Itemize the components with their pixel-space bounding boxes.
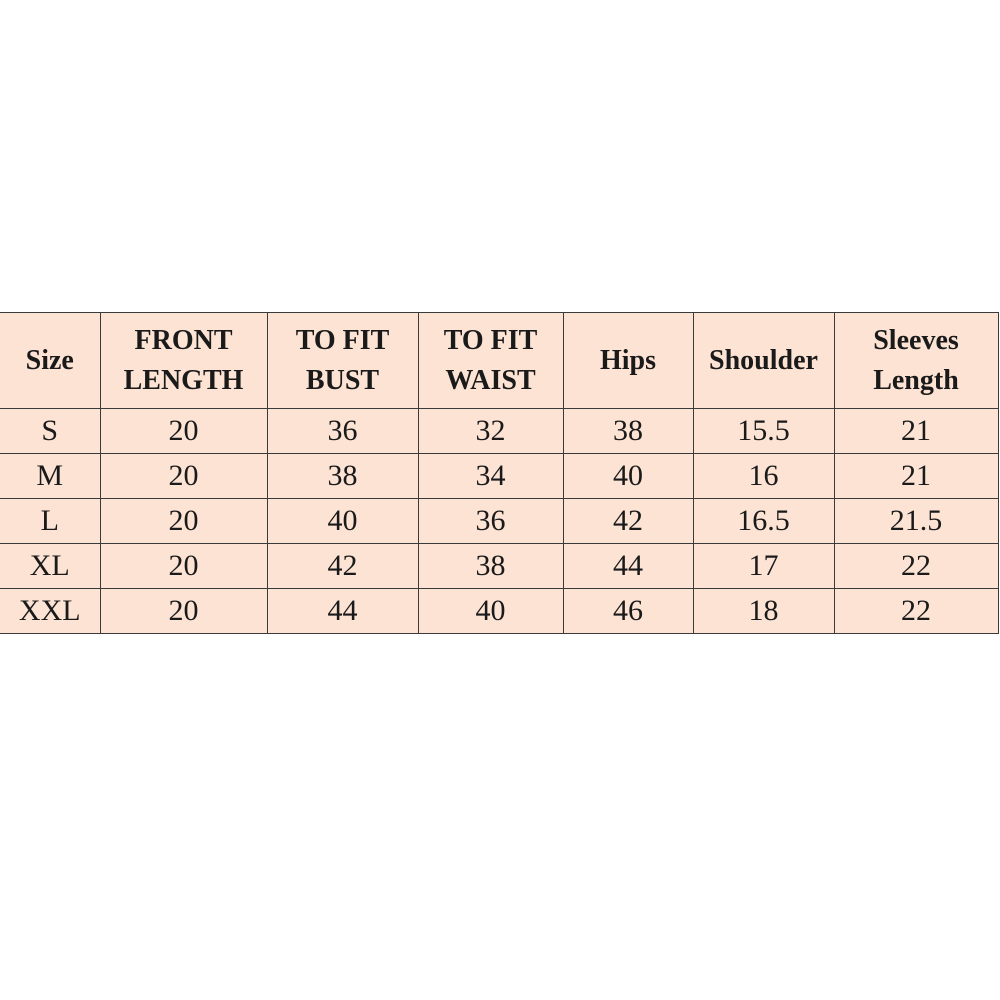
header-shoulder-label: Shoulder <box>709 344 818 376</box>
cell-front-length: 20 <box>100 499 267 544</box>
table-row <box>0 589 998 634</box>
cell-to-fit-waist: 34 <box>418 454 563 499</box>
table-row <box>0 544 998 589</box>
cell-front-length: 20 <box>100 589 267 634</box>
cell-shoulder: 18 <box>693 589 834 634</box>
cell-hips: 38 <box>563 409 693 454</box>
header-to-fit-waist <box>418 313 563 409</box>
table-row <box>0 454 998 499</box>
cell-sleeves-length: 22 <box>834 589 998 634</box>
header-hips-label: Hips <box>599 344 657 376</box>
header-size <box>0 313 100 409</box>
cell-hips: 42 <box>563 499 693 544</box>
cell-to-fit-bust: 36 <box>267 409 418 454</box>
header-row <box>0 313 998 409</box>
cell-sleeves-length: 21 <box>834 454 998 499</box>
header-sleeves-length-line-1: Sleeves <box>873 324 959 356</box>
header-front-length-line-1: FRONT <box>134 324 233 356</box>
cell-to-fit-waist: 38 <box>418 544 563 589</box>
cell-size: XXL <box>0 589 100 634</box>
cell-hips: 44 <box>563 544 693 589</box>
header-to-fit-bust-line-2: BUST <box>305 364 380 396</box>
header-front-length-line-2: LENGTH <box>123 364 244 396</box>
cell-to-fit-bust: 38 <box>267 454 418 499</box>
cell-to-fit-bust: 42 <box>267 544 418 589</box>
table-row <box>0 499 998 544</box>
cell-front-length: 20 <box>100 544 267 589</box>
header-to-fit-waist-line-1: TO FIT <box>443 324 538 356</box>
header-sleeves-length-line-2: Length <box>873 364 959 396</box>
header-to-fit-bust <box>267 313 418 409</box>
cell-size: M <box>0 454 100 499</box>
cell-shoulder: 16 <box>693 454 834 499</box>
cell-hips: 40 <box>563 454 693 499</box>
cell-to-fit-bust: 44 <box>267 589 418 634</box>
cell-size: XL <box>0 544 100 589</box>
cell-sleeves-length: 22 <box>834 544 998 589</box>
cell-to-fit-bust: 40 <box>267 499 418 544</box>
cell-sleeves-length: 21.5 <box>834 499 998 544</box>
cell-hips: 46 <box>563 589 693 634</box>
cell-to-fit-waist: 32 <box>418 409 563 454</box>
header-shoulder <box>693 313 834 409</box>
cell-front-length: 20 <box>100 454 267 499</box>
header-front-length <box>100 313 267 409</box>
header-sleeves-length <box>834 313 998 409</box>
cell-size: S <box>0 409 100 454</box>
cell-front-length: 20 <box>100 409 267 454</box>
cell-size: L <box>0 499 100 544</box>
header-to-fit-waist-line-2: WAIST <box>445 364 536 396</box>
header-size-label: Size <box>25 344 74 376</box>
cell-shoulder: 17 <box>693 544 834 589</box>
cell-shoulder: 16.5 <box>693 499 834 544</box>
cell-shoulder: 15.5 <box>693 409 834 454</box>
cell-sleeves-length: 21 <box>834 409 998 454</box>
header-to-fit-bust-line-1: TO FIT <box>295 324 390 356</box>
size-chart-table <box>0 312 999 634</box>
cell-to-fit-waist: 40 <box>418 589 563 634</box>
header-hips <box>563 313 693 409</box>
cell-to-fit-waist: 36 <box>418 499 563 544</box>
table-row <box>0 409 998 454</box>
